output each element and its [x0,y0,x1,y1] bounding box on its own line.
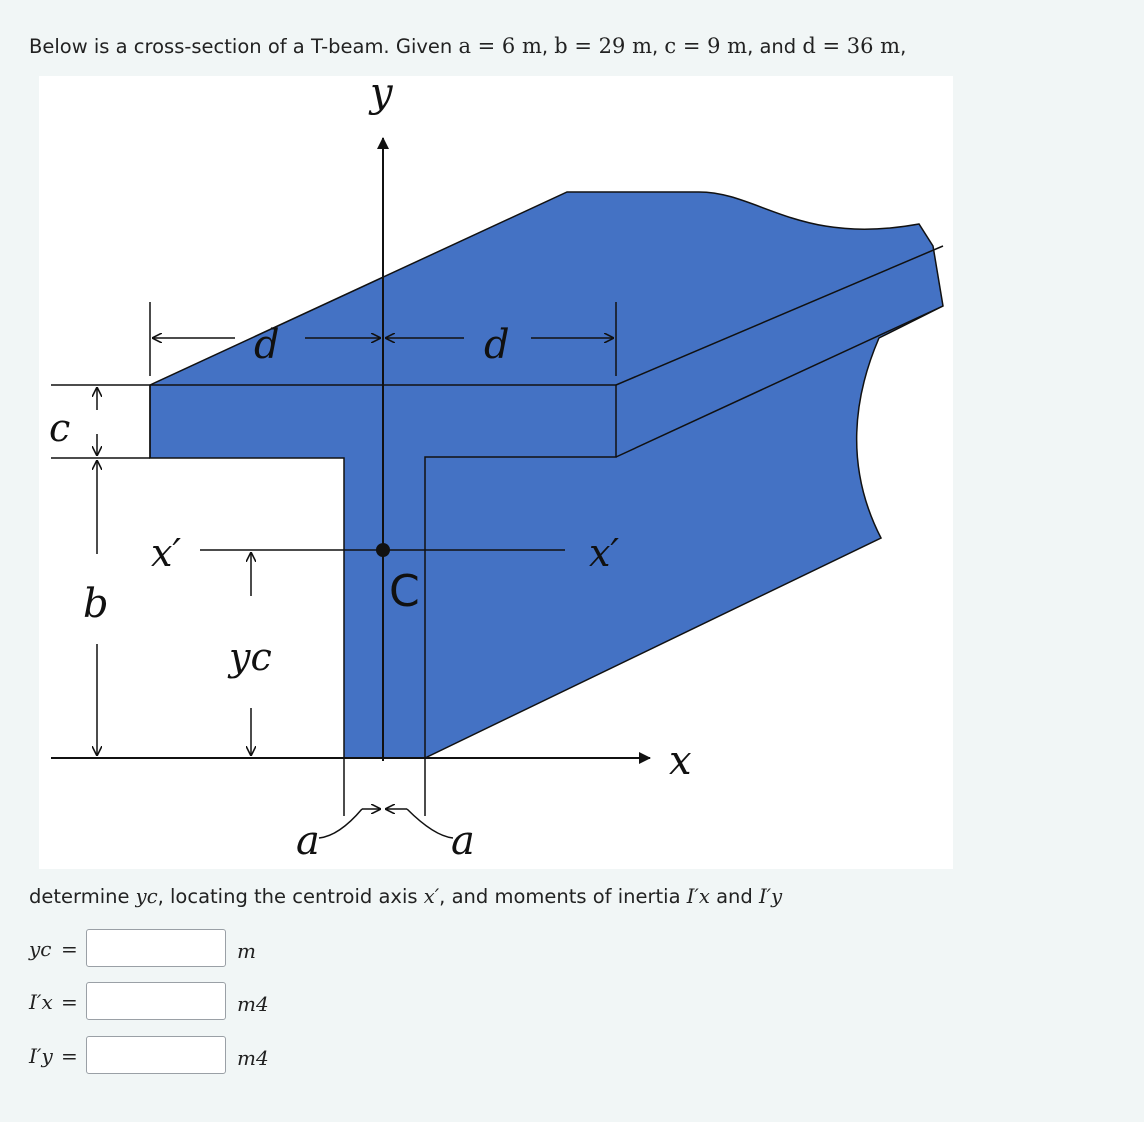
label-centroid: C [389,566,420,617]
label-yc: yc [229,635,272,679]
label-c: c [49,406,71,450]
question-and: and [709,885,759,908]
question-part3: , and moments of inertia [439,885,687,908]
question-ix: I′x [686,885,710,908]
label-d-left: d [254,322,280,368]
label-b: b [83,581,109,627]
t-beam-diagram [39,76,953,869]
answer-row-ix [29,982,429,1024]
label-a-right: a [451,818,475,864]
given-a: a = 6 m [458,34,542,58]
centroid-dot [376,543,390,557]
label-a-left: a [296,818,320,864]
question-yc: yc [135,885,158,908]
label-y: y [370,76,393,116]
given-c: c = 9 m [664,34,748,58]
answer-label-yc-text: yc [29,937,52,961]
question-part1: determine [29,885,136,908]
answer-label-iy-text: I′y [29,1044,53,1068]
iy-input[interactable] [86,1036,226,1074]
answer-row-iy [29,1036,429,1078]
ix-input[interactable] [86,982,226,1020]
yc-input[interactable] [86,929,226,967]
given-d: d = 36 m [802,34,901,58]
question-text [29,885,782,908]
label-xprime-right: x′ [589,531,620,575]
unit-iy: m4 [237,1046,269,1070]
question-part2: , locating the centroid axis [157,885,424,908]
end-comma: , [900,35,907,58]
unit-ix: m4 [237,992,269,1016]
and-text: and [759,35,797,58]
sep-1: , [541,35,555,58]
label-xprime-left: x′ [151,531,182,575]
problem-statement [29,34,906,58]
label-x: x [669,738,692,784]
a-dimensions [319,758,453,838]
answer-row-yc [29,929,429,971]
label-d-right: d [484,322,510,368]
answer-label-iy: I′y = [29,1044,78,1068]
t-beam-figure [39,76,953,869]
given-b: b = 29 m [554,34,652,58]
sep-3: , [747,35,760,58]
answer-label-yc: yc = [29,937,78,961]
sep-2: , [652,35,665,58]
question-iy: I′y [758,885,783,908]
answer-label-ix: I′x = [29,990,78,1014]
intro-text: Below is a cross-section of a T-beam. Given [29,35,459,58]
answer-label-ix-text: I′x [29,990,53,1014]
unit-yc: m [237,939,256,963]
question-xprime: x′ [423,885,440,908]
